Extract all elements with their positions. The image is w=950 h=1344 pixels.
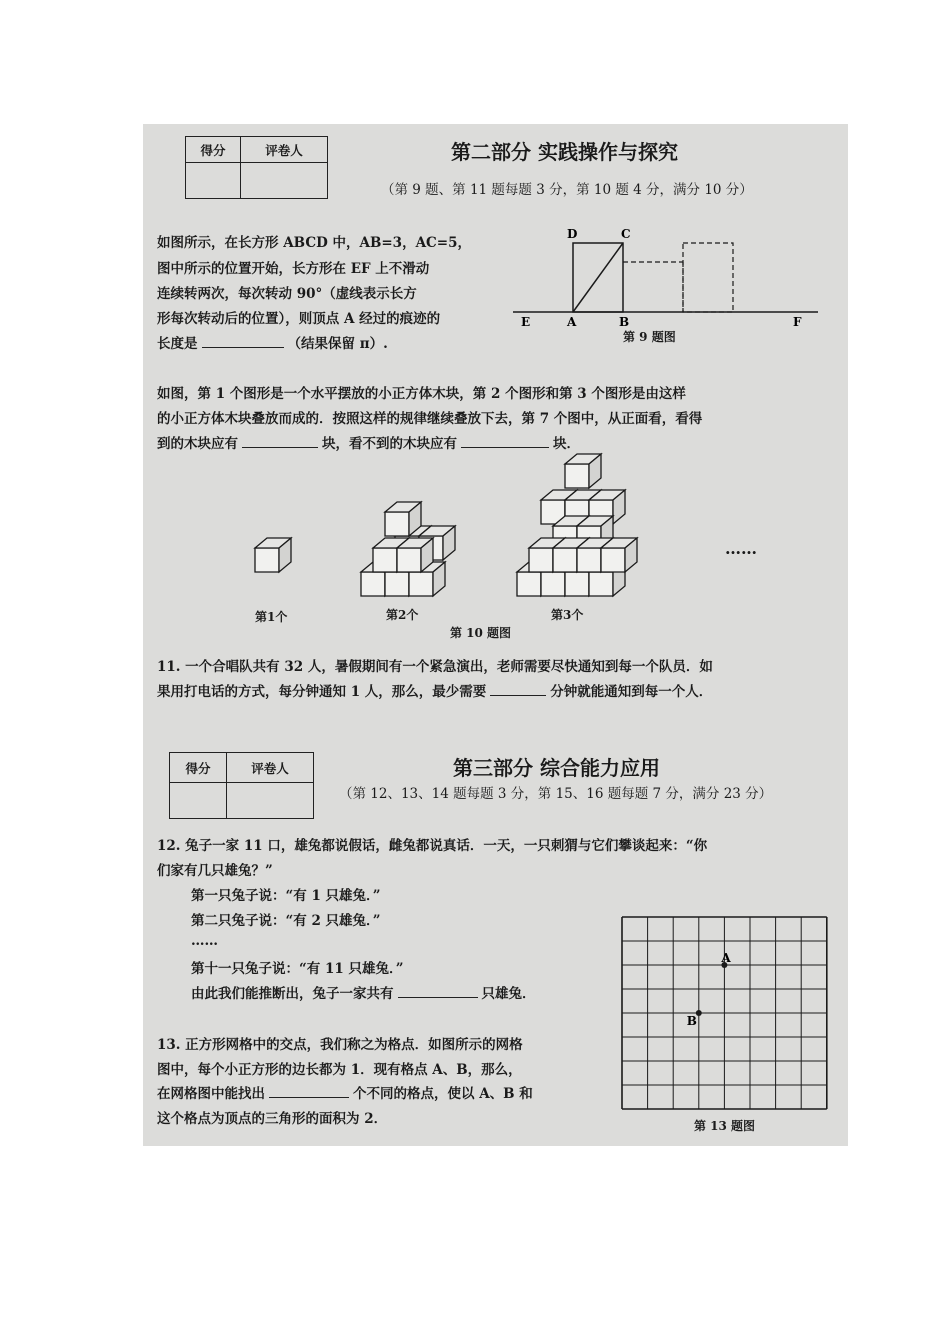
- q9-line-3: 连续转两次，每次转动 90°（虚线表示长方: [157, 286, 417, 302]
- score-box-part3: [169, 752, 314, 819]
- label-b: B: [619, 315, 630, 329]
- label-e: E: [521, 315, 531, 329]
- q12-line-4: 第二只兔子说：“有 2 只雄兔．”: [191, 913, 381, 929]
- q12-line-7: [191, 982, 536, 1002]
- cube: [397, 538, 433, 572]
- q9-caption: 第 9 题图: [623, 330, 676, 344]
- q10-text-c: 块．: [553, 436, 580, 452]
- q11-line-1: 11. 一个合唱队共有 32 人，暑假期间有一个紧急演出，老师需要尽快通知到每一个队员．如: [157, 659, 713, 675]
- q12-answer-blank[interactable]: [398, 983, 478, 998]
- cube: [385, 502, 421, 536]
- q13-answer-blank[interactable]: [269, 1083, 349, 1098]
- q10-text-b: 块，看不到的木块应有: [322, 436, 457, 452]
- point-a-label: A: [721, 951, 731, 965]
- q11-text-a: 果用打电话的方式，每分钟通知 1 人，那么，最少需要: [157, 684, 487, 700]
- fig1-label: 第1个: [255, 610, 288, 624]
- label-c: C: [621, 227, 631, 241]
- cube: [565, 454, 601, 488]
- q12-line-1: 12. 兔子一家 11 口，雄兔都说假话，雌兔都说真话．一天，一只刺猬与它们攀谈起来：“你: [157, 838, 708, 854]
- q10-caption: 第 10 题图: [450, 626, 512, 640]
- score-label: 得分: [186, 137, 241, 163]
- cube: [601, 538, 637, 572]
- q10-text-a: 到的木块应有: [157, 436, 238, 452]
- exam-page: [143, 124, 848, 1146]
- q13-line-4: 这个格点为顶点的三角形的面积为 2．: [157, 1111, 388, 1127]
- part2-subtitle: （第 9 题、第 11 题每题 3 分，第 10 题 4 分，满分 10 分）: [381, 182, 753, 198]
- label-a: A: [567, 315, 577, 329]
- part2-title: 第二部分 实践操作与探究: [451, 140, 678, 164]
- q13-line-2: 图中，每个小正方形的边长都为 1．现有格点 A、B，那么，: [157, 1062, 522, 1078]
- q9-line-2: 图中所示的位置开始，长方形在 EF 上不滑动: [157, 261, 430, 277]
- q13-caption: 第 13 题图: [694, 1119, 756, 1133]
- fig2-label: 第2个: [386, 608, 419, 622]
- q12-line-3: 第一只兔子说：“有 1 只雄兔．”: [191, 888, 381, 904]
- q13-text-b: 个不同的格点，使以 A、B 和: [353, 1086, 533, 1102]
- grader-label: 评卷人: [227, 753, 314, 783]
- q13-line-3: [157, 1082, 533, 1102]
- q13-text-a: 在网格图中能找出: [157, 1086, 265, 1102]
- part3-subtitle: （第 12、13、14 题每题 3 分，第 15、16 题每题 7 分，满分 23 分）: [339, 786, 773, 802]
- q13-line-1: 13. 正方形网格中的交点，我们称之为格点．如图所示的网格: [157, 1037, 523, 1053]
- q9-line-1: 如图所示，在长方形 ABCD 中，AB=3，AC=5，: [157, 235, 471, 251]
- q10-ellipsis: ……: [725, 539, 757, 558]
- q11-line-2: [157, 680, 712, 700]
- q11-answer-blank[interactable]: [490, 681, 546, 696]
- q9-line-4: 形每次转动后的位置），则顶点 A 经过的痕迹的: [157, 311, 441, 327]
- q11-text-b: 分钟就能通知到每一个人．: [550, 684, 713, 700]
- score-cell: [170, 783, 227, 819]
- cube: [255, 538, 291, 572]
- q12-text-a: 由此我们能推断出，兔子一家共有: [191, 986, 394, 1002]
- q10-cube-figures: [143, 124, 848, 644]
- q9-answer-suffix: （结果保留 π）.: [287, 336, 388, 352]
- q9-answer-prefix: 长度是: [157, 336, 198, 352]
- q12-line-2: 们家有几只雄兔？”: [157, 863, 273, 879]
- q12-line-5: ……: [191, 933, 218, 949]
- grader-label: 评卷人: [241, 137, 328, 163]
- q10-line-2: 的小正方体木块叠放而成的．按照这样的规律继续叠放下去，第 7 个图中，从正面看，看得: [157, 411, 703, 427]
- q13-grid: [621, 916, 831, 1112]
- point-b-label: B: [686, 1014, 697, 1028]
- q12-text-b: 只雄兔．: [481, 986, 536, 1002]
- label-d: D: [567, 227, 578, 241]
- part3-title: 第三部分 综合能力应用: [453, 756, 660, 780]
- grader-cell: [227, 783, 314, 819]
- label-f: F: [793, 315, 802, 329]
- score-label: 得分: [170, 753, 227, 783]
- q10-line-1: 如图，第 1 个图形是一个水平摆放的小正方体木块，第 2 个图形和第 3 个图形是由这样: [157, 386, 686, 402]
- q12-line-6: 第十一只兔子说：“有 11 只雄兔．”: [191, 961, 404, 977]
- fig3-label: 第3个: [551, 608, 584, 622]
